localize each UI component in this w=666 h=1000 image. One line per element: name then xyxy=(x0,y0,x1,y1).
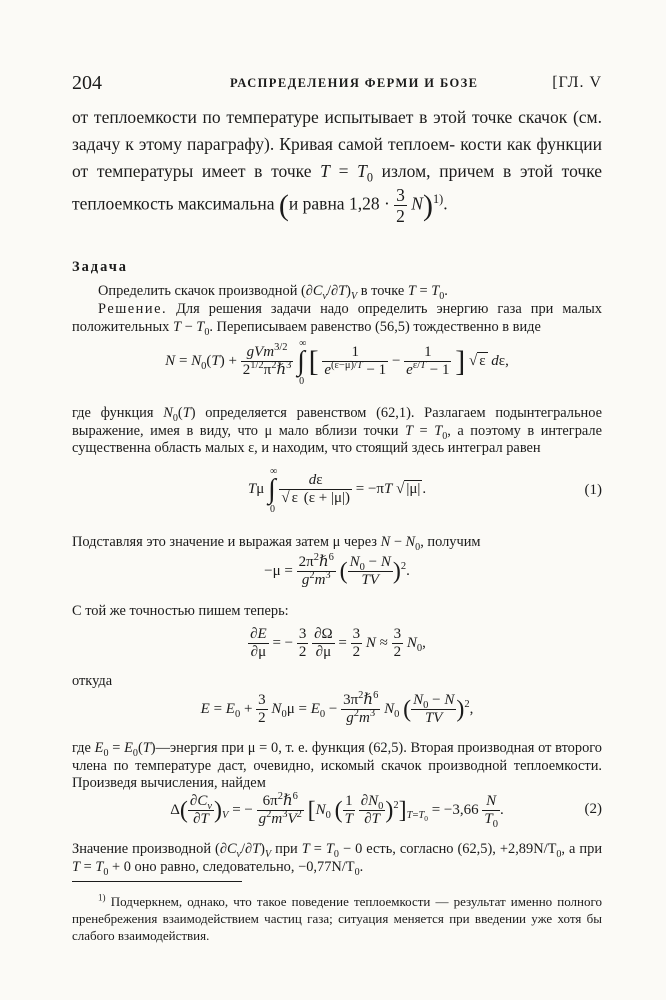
paragraph-after-N: где функция $N_0(T)$ определяется равенством (62,1). Разлагаем подынтегральное выражение, имея в виду, что μ мало вблизи точки $T = T_0$, а поэтому в интеграле существенна область малых ε, и находим, что стоящий здесь интеграл равен xyxy=(72,405,602,456)
running-head: РАСПРЕДЕЛЕНИЯ ФЕРМИ И БОЗЕ xyxy=(230,76,479,90)
equation-2: Δ( $\frac{\partial C_v}{\partial T}$ )$_V$ = − $\frac{6\pi^2\hbar^6}{g^2m^3V^2}$ [$N_0$ ( $\frac{1}{T}$ $\frac{\partial N_0}{\partial T}$ )$^2]_{T=T_0} = -3,66$ $\frac{N}{T_0}$ . (2) xyxy=(170,791,602,831)
intro-paragraph: от теплоемкости по температуре испытывает в этой точке скачок (см. задачу к этому параграфу). Кривая самой теплоем- кости как функции от температуры имеет в точке $T = T_0$ излом, причем в этой точке теплоемкость максимальна (и равна 1,28 · $\frac{3}{2}$ N)$^{1)}$. xyxy=(72,107,603,227)
page-number: 204 xyxy=(72,72,102,94)
paragraph-derivative-value: Значение производной $(\partial C_v/\partial T)_V$ при $T = T_0 - 0$ есть, согласно (62,5), $+2,89N/T_0$, а при $T = T_0 + 0$ оно равно, следовательно, $-0,77N/T_0$. xyxy=(72,841,603,878)
chapter-marker: [ГЛ. V xyxy=(552,74,602,91)
footnote-rule xyxy=(72,881,242,882)
equation-1-number: (1) xyxy=(584,482,602,498)
equation-E: $E = E_0$ + $\frac{3}{2}$ $N_0\mu = E_0$ − $\frac{3\pi^2\hbar^6}{g^2m^3}$ $N_0$ ( $\frac{N_0 - N}{TV}$ )$^2$, xyxy=(200,690,474,727)
page-header xyxy=(72,72,602,96)
problem-statement: Определить скачок производной $(\partial C_v/\partial T)_V$ в точке $T = T_0$. xyxy=(98,283,448,302)
paragraph-substitution: Подставляя это значение и выражая затем μ через $N - N_0$, получим xyxy=(72,534,481,553)
equation-N: $N = N_0(T)$ + $\frac{gVm^{3/2}}{2^{1/2}\pi^2\hbar^3}$ ∫ ∞ 0 [ $\frac{1}{e^{(\varepsilon-\mu)/T} - 1}$ − $\frac{1}{e^{\varepsilon/T} - 1}$ ] √ ε dε, xyxy=(165,337,509,387)
paragraph-same-accuracy: С той же точностью пишем теперь: xyxy=(72,603,289,619)
equation-mu: −μ = $\frac{2\pi^2\hbar^6}{g^2m^3}$ ( $\frac{N_0 - N}{TV}$ )$^2$. xyxy=(264,552,410,589)
solution-paragraph: Решение. Для решения задачи надо определить энергию газа при малых положительных $T - T_0$. Переписываем равенство (56,5) тождественно в виде xyxy=(72,301,602,338)
equation-dE-dmu: $\frac{\partial E}{\partial\mu}$ = − $\frac{3}{2}$ $\frac{\partial\Omega}{\partial\mu}$ = $\frac{3}{2}$ N ≈ $\frac{3}{2}$ $N_0$, xyxy=(250,626,426,661)
paragraph-where-E0: где $E_0$ = $E_0(T)—энергия$ при μ = 0, т. е. функция (62,5). Вторая производная от второго члена по температуре даст, очевидно, искомый скачок производной теплоемкости. Произведя вычисления, найдем xyxy=(72,740,603,791)
paragraph-whence: откуда xyxy=(72,673,113,689)
footnote xyxy=(72,893,602,944)
equation-2-number: (2) xyxy=(584,801,602,817)
equation-1: Tμ ∫ ∞ 0 $\frac{d\varepsilon}{√ \varepsilon (\varepsilon + |\mu|)}$ = −πT √ |μ| . (1) xyxy=(247,465,602,515)
problem-heading: Задача xyxy=(72,259,129,275)
footnote-mark: 1) xyxy=(98,892,106,903)
footnote-text: Подчеркнем, однако, что такое поведение теплоемкости — результат именно полного пренебрежения взаимодействием частиц газа; ситуация меняется при введении уже хотя бы слабого взаимодействия. xyxy=(72,894,602,943)
